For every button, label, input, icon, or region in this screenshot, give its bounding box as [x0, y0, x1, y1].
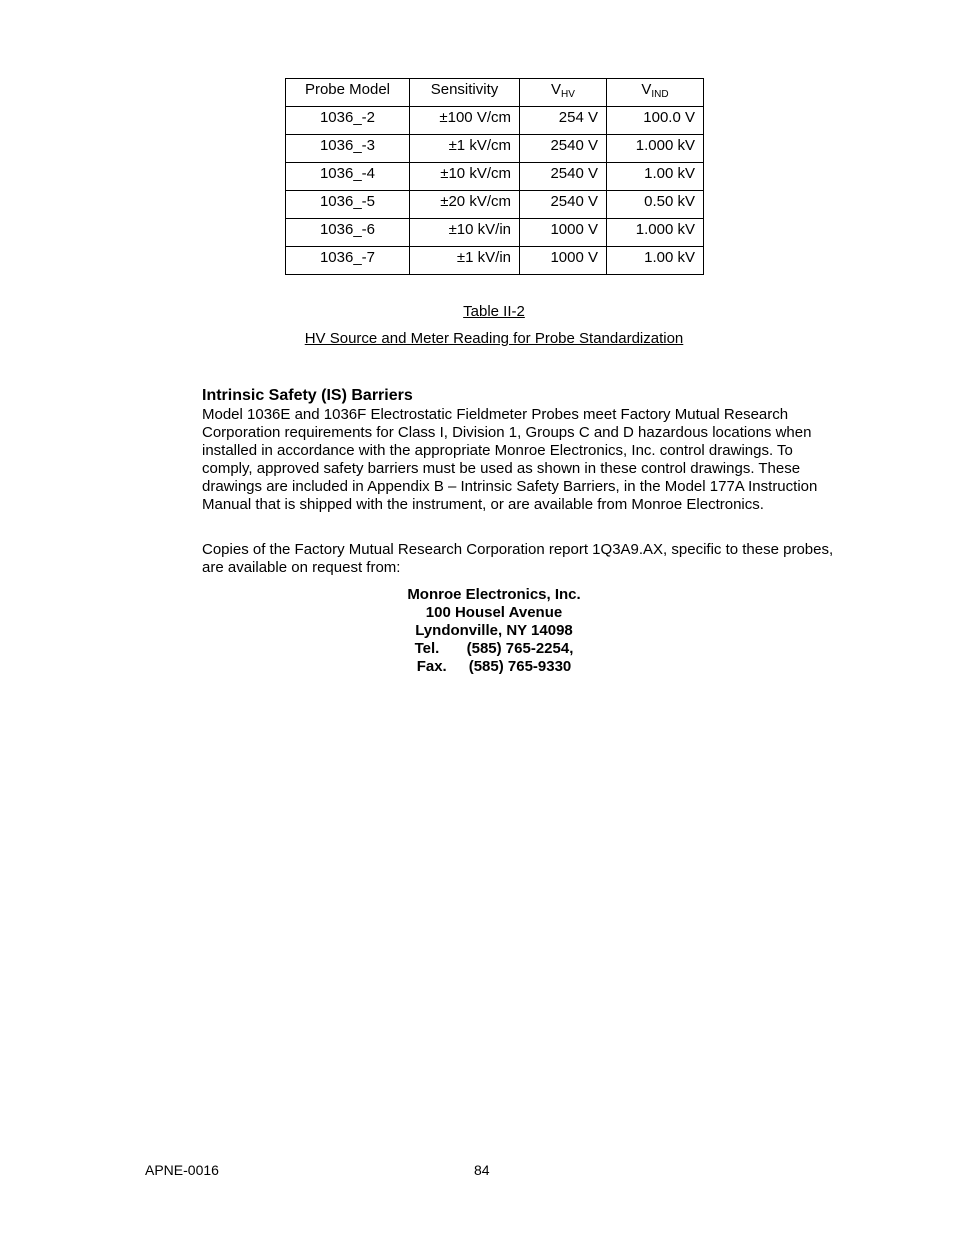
- address-company: Monroe Electronics, Inc.: [407, 586, 581, 603]
- table-row: [286, 163, 704, 191]
- cell-vhv: 2540 V: [520, 191, 607, 219]
- address-tel: (585) 765-2254,: [466, 640, 574, 657]
- cell-sensitivity: ±100 V/cm: [410, 107, 520, 135]
- cell-vind: 0.50 kV: [607, 191, 704, 219]
- table-row: [286, 219, 704, 247]
- cell-vind: 1.000 kV: [607, 219, 704, 247]
- footer-doc-id: APNE-0016: [145, 1162, 219, 1178]
- cell-vhv: 2540 V: [520, 135, 607, 163]
- cell-probe-model: 1036_-5: [286, 191, 410, 219]
- cell-sensitivity: ±1 kV/cm: [410, 135, 520, 163]
- header-vind: [607, 79, 704, 107]
- header-vind-sub: IND: [651, 89, 669, 100]
- table-row: [286, 107, 704, 135]
- cell-sensitivity: ±10 kV/cm: [410, 163, 520, 191]
- cell-vhv: 1000 V: [520, 247, 607, 275]
- cell-sensitivity: ±10 kV/in: [410, 219, 520, 247]
- header-vhv-sub: HV: [561, 89, 575, 100]
- address-fax-label: Fax.: [416, 658, 447, 675]
- address-city: Lyndonville, NY 14098: [415, 622, 573, 639]
- cell-probe-model: 1036_-6: [286, 219, 410, 247]
- cell-probe-model: 1036_-2: [286, 107, 410, 135]
- cell-vhv: 1000 V: [520, 219, 607, 247]
- table-header-row: [286, 79, 704, 107]
- address-tel-row: [380, 640, 608, 658]
- cell-vind: 1.00 kV: [607, 163, 704, 191]
- header-vhv: [520, 79, 607, 107]
- cell-probe-model: 1036_-7: [286, 247, 410, 275]
- cell-sensitivity: ±20 kV/cm: [410, 191, 520, 219]
- header-vhv-main: V: [551, 81, 562, 98]
- probe-standardization-table: [285, 78, 704, 275]
- body-paragraph-report-copies: Copies of the Factory Mutual Research Corporation report 1Q3A9.AX, specific to these probes, are available on request from:: [202, 541, 834, 576]
- address-street: 100 Housel Avenue: [425, 604, 563, 621]
- cell-vind: 1.00 kV: [607, 247, 704, 275]
- address-block: [380, 586, 608, 676]
- body-paragraph-is-barriers: Model 1036E and 1036F Electrostatic Fieldmeter Probes meet Factory Mutual Research Corporation requirements for Class I, Division 1, Groups C and D hazardous locations when installed in accordance with the appropriate Monroe Electronics, Inc. control drawings. To comply, approved safety barriers must be used as shown in these control drawings. These drawings are included in Appendix B – Intrinsic Safety Barriers, in the Model 177A Instruction Manual that is shipped with the instrument, or are available from Monroe Electronics.: [202, 406, 818, 513]
- cell-vhv: 254 V: [520, 107, 607, 135]
- table-row: [286, 247, 704, 275]
- header-sensitivity: Sensitivity: [410, 79, 520, 107]
- address-tel-label: Tel.: [414, 640, 440, 657]
- table-caption-number: Table II-2: [463, 303, 525, 320]
- footer-page-number: 84: [474, 1162, 490, 1178]
- cell-probe-model: 1036_-4: [286, 163, 410, 191]
- cell-probe-model: 1036_-3: [286, 135, 410, 163]
- cell-sensitivity: ±1 kV/in: [410, 247, 520, 275]
- section-heading: Intrinsic Safety (IS) Barriers: [202, 387, 413, 404]
- address-fax: (585) 765-9330: [468, 658, 572, 675]
- table-row: [286, 135, 704, 163]
- table-row: [286, 191, 704, 219]
- address-fax-row: [380, 658, 608, 676]
- cell-vhv: 2540 V: [520, 163, 607, 191]
- table-caption-title: HV Source and Meter Reading for Probe Standardization: [304, 330, 684, 347]
- cell-vind: 100.0 V: [607, 107, 704, 135]
- header-vind-main: V: [641, 81, 652, 98]
- cell-vind: 1.000 kV: [607, 135, 704, 163]
- header-probe-model: Probe Model: [286, 79, 410, 107]
